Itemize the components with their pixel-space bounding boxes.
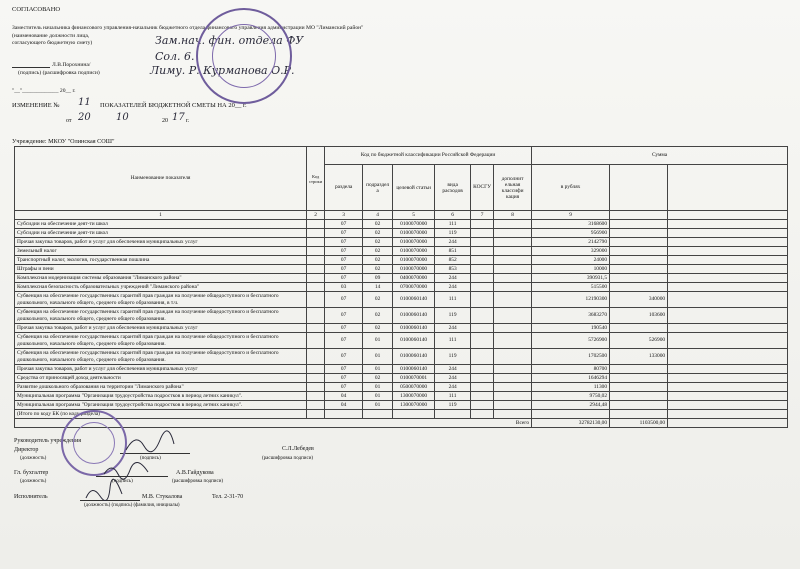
row-sum: 5726900 [532,333,610,349]
row-target: 0500070000 [393,383,435,392]
col-header-name: Наименование показателя [15,147,307,211]
col-number: 3 [325,211,363,220]
row-sum: 3168600 [532,220,610,229]
row-target: 0700070000 [393,283,435,292]
row-target: 0100060140 [393,308,435,324]
row-target: 0100070000 [393,238,435,247]
approver-name: Л.В.Порохнина/ [52,62,91,68]
row-expense: 244 [435,383,471,392]
accountant-name: А.В.Гайдукова [176,470,214,476]
row-target: 0100060140 [393,292,435,308]
executor-captions: (должность) (подпись) (фамилия, инициалы) [84,503,180,508]
row-subsection: 01 [363,365,393,374]
row-expense: 851 [435,247,471,256]
row-target: 0100070000 [393,229,435,238]
row-section: 07 [325,374,363,383]
row-name: Субвенция на обеспечение государственных гарантий прав граждан на получение общедоступного и бесплатного дошкольного, начального общего, среднего общего образования. [15,349,307,365]
row-subsection: 01 [363,349,393,365]
row-sum: 11300 [532,383,610,392]
row-sum-2: 103600 [610,308,668,324]
row-section: 07 [325,349,363,365]
row-sum: 1702500 [532,349,610,365]
col-header-section: раздела [325,165,363,211]
col-header-row-code: Код строки [307,147,325,211]
row-sum: 3683270 [532,308,610,324]
row-sum: 2944,48 [532,401,610,410]
row-sum-2: 340000 [610,292,668,308]
handwritten-line-1: Зам.нач. фин. отдела ФУ [155,34,304,47]
row-name: Комплексная безопасность образовательных учреждений "Лиманского района" [15,283,307,292]
col-number: 6 [435,211,471,220]
row-target: 0400070000 [393,274,435,283]
row-name: (Итого по коду БК (по коду раздела) [15,410,307,419]
change-title: ПОКАЗАТЕЛЕЙ БЮДЖЕТНОЙ СМЕТЫ НА 20__ г. [100,102,247,109]
row-section: 04 [325,392,363,401]
from-year-prefix: 20 [162,118,168,124]
row-section: 07 [325,229,363,238]
col-number: 1 [15,211,307,220]
row-subsection: 02 [363,292,393,308]
agreed-label: СОГЛАСОВАНО [12,6,61,13]
row-name: Субвенция на обеспечение государственных гарантий прав граждан на получение общедоступного и бесплатного дошкольного, начального общего, среднего общего образования. [15,333,307,349]
col-number: 7 [471,211,494,220]
accountant-caption: (должность) [20,479,47,484]
row-target: 0100070001 [393,374,435,383]
row-target: 0100070000 [393,247,435,256]
row-name: Субвенция на обеспечение государственных гарантий прав граждан на получение общедоступного и бесплатного дошкольного, начального общего, среднего общего образования, в т.ч. [15,292,307,308]
row-name: Штрафы и пени [15,265,307,274]
row-expense: 119 [435,349,471,365]
col-number: 5 [393,211,435,220]
accountant-position: Гл. бухгалтер [14,470,49,476]
row-name: Субвенция на обеспечение государственных гарантий прав граждан на получение общедоступного и бесплатного дошкольного, начального общего, среднего общего образования. [15,308,307,324]
row-name: Прочая закупка товаров, работ и услуг для обеспечения муниципальных услуг [15,238,307,247]
row-name: Муниципальная программа "Организация трудоустройства подростков в период летних каникул". [15,401,307,410]
approval-date-line: "__"_____________ 20__ г. [12,88,76,94]
row-expense: 244 [435,374,471,383]
row-subsection: 01 [363,401,393,410]
row-sum: 10000 [532,265,610,274]
col-header-kosgu: КОСГУ [471,165,494,211]
row-sum: 190540 [532,324,610,333]
director-caption: (должность) [20,456,47,461]
row-subsection: 02 [363,265,393,274]
col-number: 9 [532,211,610,220]
row-name: Субсидии на обеспечение деят-ти школ [15,229,307,238]
row-section: 07 [325,333,363,349]
institution-label: Учреждение: МКОУ "Олинская СОШ" [12,138,115,145]
row-sum-2: 133000 [610,349,668,365]
row-subsection: 02 [363,308,393,324]
row-sum: 2142790 [532,238,610,247]
director-position: Директор [14,447,39,453]
row-name: Средства от приносящей доход деятельности [15,374,307,383]
from-year: 17 [172,112,185,123]
row-name: Субсидии на обеспечение деят-ти школ [15,220,307,229]
row-sum: 390931,5 [532,274,610,283]
row-subsection: 02 [363,229,393,238]
row-expense: 119 [435,308,471,324]
row-section: 07 [325,292,363,308]
from-year-suffix: г. [186,118,190,124]
from-day: 20 [78,112,91,123]
row-name: Транспортный налог, экология, государственная пошлина [15,256,307,265]
director-sign-caption: (подпись) [140,456,161,461]
row-subsection: 01 [363,383,393,392]
row-subsection: 09 [363,274,393,283]
row-expense: 119 [435,229,471,238]
row-target: 0100060140 [393,324,435,333]
row-sum: 1646294 [532,374,610,383]
row-sum-2: 526900 [610,333,668,349]
row-sum: 9750,02 [532,392,610,401]
handwritten-line-3: Лиму. Р. Курманова О.Р. [150,64,295,77]
row-sum: 515500 [532,283,610,292]
row-expense: 111 [435,220,471,229]
row-target: 1300070000 [393,392,435,401]
row-target: 0100070000 [393,256,435,265]
total-sum-2: 1103500,00 [610,419,668,428]
total-label: Всего [15,419,532,428]
row-section: 07 [325,383,363,392]
row-expense: 244 [435,274,471,283]
row-expense: 111 [435,392,471,401]
row-subsection: 02 [363,238,393,247]
row-name: Прочая закупка товаров, работ и услуг для обеспечения муниципальных услуг [15,324,307,333]
row-subsection: 02 [363,374,393,383]
row-section: 07 [325,324,363,333]
row-section: 07 [325,256,363,265]
row-sum: 956900 [532,229,610,238]
accountant-sign-caption: (подпись) [112,479,133,484]
row-section: 07 [325,247,363,256]
executor-name: М.В. Стукалова [142,494,183,500]
executor-label: Исполнитель [14,494,48,500]
row-expense: 244 [435,365,471,374]
row-section: 07 [325,308,363,324]
col-header-extra: дополнит ельная классифи кация [494,165,532,211]
approver-caption-1: (наименование должности лица, [12,33,90,39]
col-header-subsection: подраздел а [363,165,393,211]
row-target: 0100070000 [393,220,435,229]
row-name: Развитие дошкольного образования на территории "Лиманского района" [15,383,307,392]
approver-title: Заместитель начальника финансового управления-начальник бюджетного отдела финансового управления администрации МО "Лиманский район" [12,25,364,31]
row-target: 0100060140 [393,333,435,349]
row-target: 0100060140 [393,365,435,374]
row-subsection: 01 [363,333,393,349]
row-expense: 244 [435,238,471,247]
head-label: Руководитель учреждения [14,438,82,444]
col-header-rubles: в рублях [532,165,610,211]
row-expense: 119 [435,401,471,410]
handwritten-line-2: Сол. 6. [155,50,195,63]
row-section: 07 [325,220,363,229]
executor-phone: Тел. 2-31-70 [212,494,244,500]
director-name: С.Л.Лебедев [282,446,314,452]
row-expense: 244 [435,324,471,333]
row-name: Прочая закупка товаров, работ и услуг для обеспечения муниципальных услуг [15,365,307,374]
row-subsection: 02 [363,324,393,333]
row-section: 03 [325,283,363,292]
col-header-bk-code: Код по бюджетной классификации Российской Федерации [325,147,532,165]
col-header-expense: вида расходов [435,165,471,211]
change-prefix: ИЗМЕНЕНИЕ № [12,102,60,109]
row-expense: 111 [435,292,471,308]
col-header-sum: Сумма [532,147,788,165]
col-number: 4 [363,211,393,220]
row-expense: 111 [435,333,471,349]
row-section: 07 [325,365,363,374]
row-target: 0100060140 [393,349,435,365]
row-sum: 329000 [532,247,610,256]
row-subsection: 14 [363,283,393,292]
row-sum: 12190300 [532,292,610,308]
row-subsection: 01 [363,392,393,401]
row-section: 04 [325,401,363,410]
row-section: 07 [325,274,363,283]
col-number: 8 [494,211,532,220]
total-sum: 32782130,00 [532,419,610,428]
signature-captions: (подпись) (расшифровка подписи) [18,70,100,76]
change-number: 11 [78,97,91,108]
col-number: 2 [307,211,325,220]
col-header-target: целевой статьи [393,165,435,211]
row-subsection: 02 [363,220,393,229]
row-sum: 24000 [532,256,610,265]
row-name: Муниципальная программа "Организация трудоустройства подростков в период летних каникул". [15,392,307,401]
row-section: 07 [325,265,363,274]
row-target: 1300070000 [393,401,435,410]
row-target: 0100070000 [393,265,435,274]
from-month: 10 [116,112,129,123]
director-name-caption: (расшифровка подписи) [262,456,314,461]
row-sum: 80700 [532,365,610,374]
row-section: 07 [325,238,363,247]
row-expense: 852 [435,256,471,265]
approver-caption-2: согласующего бюджетную смету) [12,40,93,46]
row-subsection: 02 [363,247,393,256]
row-subsection: 02 [363,256,393,265]
row-name: Земельный налог [15,247,307,256]
accountant-name-caption: (расшифровка подписи) [172,479,224,484]
row-name: Комплексная модернизация системы образования "Лиманского района" [15,274,307,283]
row-expense: 853 [435,265,471,274]
from-label: от [66,118,72,124]
row-expense: 244 [435,283,471,292]
